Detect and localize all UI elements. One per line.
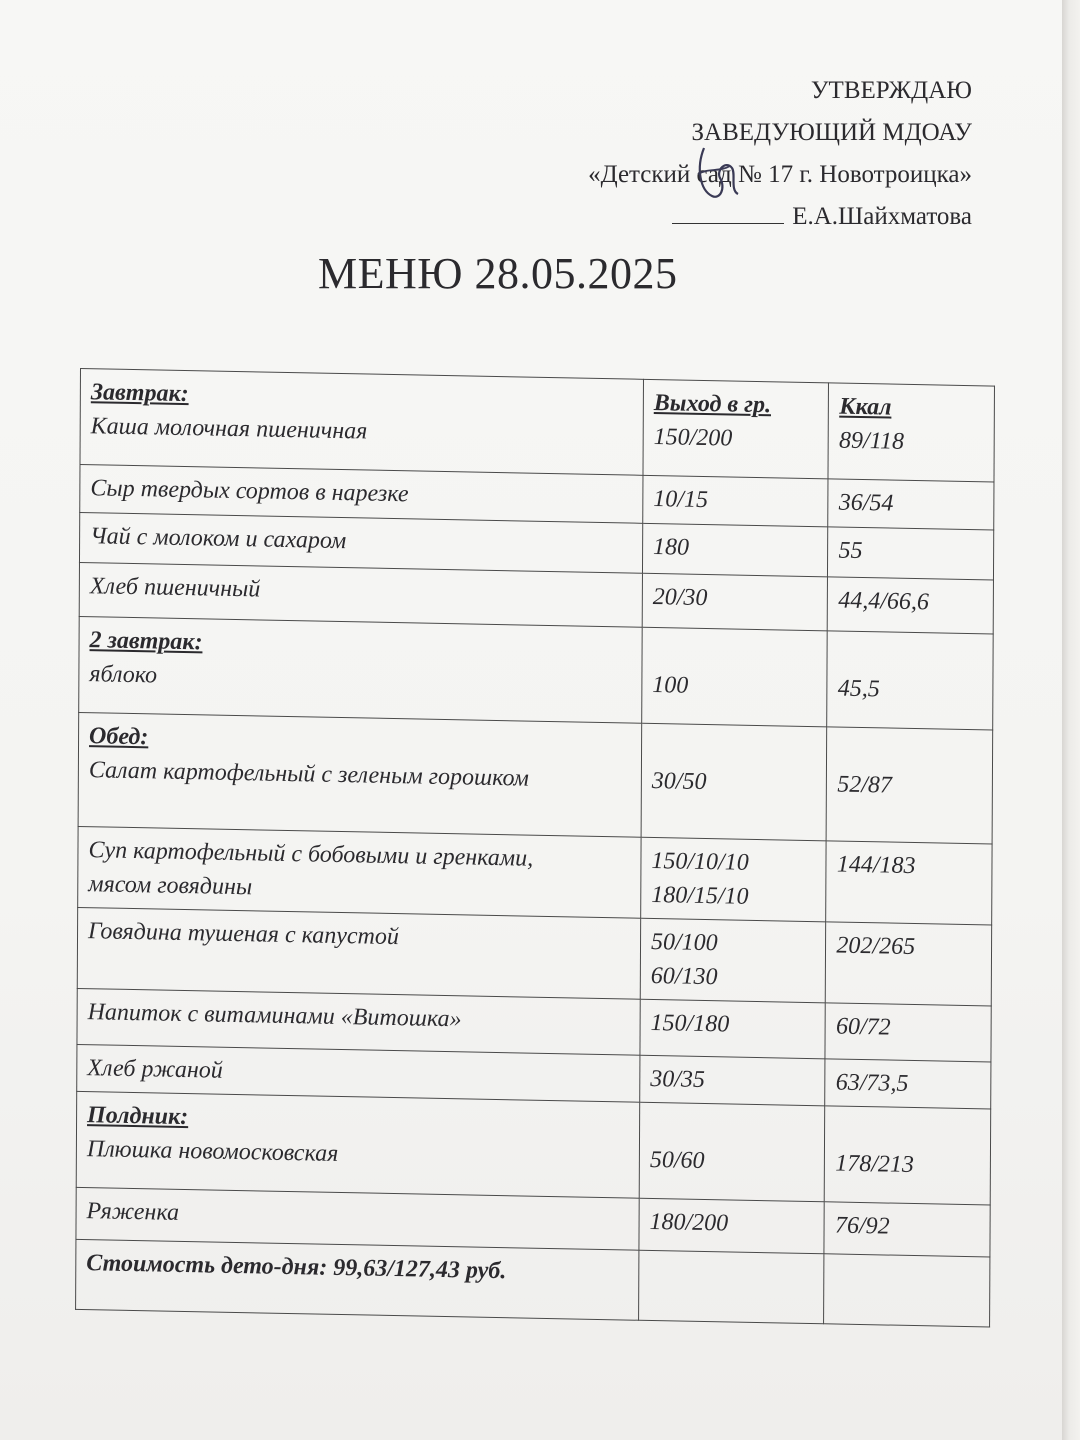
dish-kcal: 44,4/66,6 [828,577,994,634]
dish-kcal: 144/183 [826,841,992,925]
table-cell [639,1102,825,1202]
dish-yield: 150/180 [640,999,826,1059]
dish-name: Сыр твердых сортов в нарезке [80,465,643,524]
page-title: МЕНЮ 28.05.2025 [318,249,678,298]
table-cell-empty [824,1254,990,1327]
section-header: Завтрак: [90,379,189,408]
cost-per-day: Стоимость дето-дня: 99,63/127,43 руб. [76,1239,639,1320]
dish-kcal: 60/72 [825,1003,991,1062]
table-cell [78,712,642,837]
section-header: 2 завтрак: [89,627,203,656]
table-cell [642,627,828,727]
section-header: Полдник: [87,1102,189,1131]
dish-kcal: 63/73,5 [825,1059,991,1109]
table-cell [640,918,826,1003]
menu-table [75,368,995,1327]
table-cell [76,1091,639,1198]
dish-yield: 20/30 [642,573,828,631]
table-row [78,712,993,844]
dish-kcal: 76/92 [824,1202,990,1257]
table-cell [79,616,642,723]
table-cell [78,826,641,918]
dish-kcal: 45,5 [837,675,880,703]
table-cell [828,383,994,482]
dish-yield: 100 [652,671,689,699]
dish-name: Говядина тушеная с капустой [77,907,640,999]
dish-name: яблоко [89,661,158,689]
dish-yield: 150/10/10 [651,847,749,876]
approval-line-3: «Детский сад № 17 г. Новотроицка» [588,161,972,188]
dish-name: Хлеб ржаной [77,1044,640,1102]
dish-kcal: 36/54 [828,479,994,530]
dish-name: Хлеб пшеничный [79,562,642,627]
dish-yield: 150/200 [653,424,733,452]
approval-block [588,70,972,238]
signature-mark [690,138,750,208]
dish-yield: 180/200 [639,1198,825,1254]
table-cell [826,727,992,844]
dish-kcal: 89/118 [839,427,905,455]
dish-kcal: 202/265 [826,922,992,1006]
dish-kcal: 178/213 [835,1150,915,1179]
approval-signatory [588,196,972,238]
table-cell [641,837,827,922]
dish-name: Чай с молоком и сахаром [79,512,642,573]
column-header-yield: Выход в гр. [653,390,772,419]
table-cell [827,631,993,730]
dish-yield: 30/50 [651,767,707,796]
table-row [79,616,993,730]
dish-name: Каша молочная пшеничная [90,413,368,445]
dish-kcal: 55 [828,527,994,580]
dish-kcal: 52/87 [837,771,893,799]
table-cell [825,1106,991,1205]
dish-yield: 180 [642,523,828,577]
dish-name: Суп картофельный с бобовыми и гренками, [88,837,534,872]
dish-yield: 50/100 [650,928,718,957]
approval-line-1: УТВЕРЖДАЮ [810,77,972,104]
approval-line-2: ЗАВЕДУЮЩИЙ МДОАУ [691,119,972,146]
dish-name: Ряженка [76,1187,639,1250]
dish-name-cont: мясом говядины [88,871,253,901]
table-cell [643,379,829,479]
section-header: Обед: [89,723,149,751]
column-header-kcal: Ккал [839,393,892,421]
page-edge [1062,0,1080,1440]
dish-yield: 50/60 [649,1146,705,1175]
dish-name: Салат картофельный с зеленым горошком [88,757,529,792]
signatory-name: Е.А.Шайхматова [792,203,972,230]
table-row [80,369,994,483]
dish-yield-alt: 180/15/10 [651,881,749,910]
table-cell [80,369,643,476]
dish-yield: 30/35 [640,1055,826,1106]
dish-yield: 10/15 [643,475,829,527]
table-row [76,1091,990,1205]
dish-yield-alt: 60/130 [650,962,718,991]
dish-name: Напиток с витаминами «Витошка» [77,988,640,1055]
table-cell [641,723,827,841]
table-cell-empty [639,1250,825,1324]
dish-name: Плюшка новомосковская [86,1136,339,1167]
